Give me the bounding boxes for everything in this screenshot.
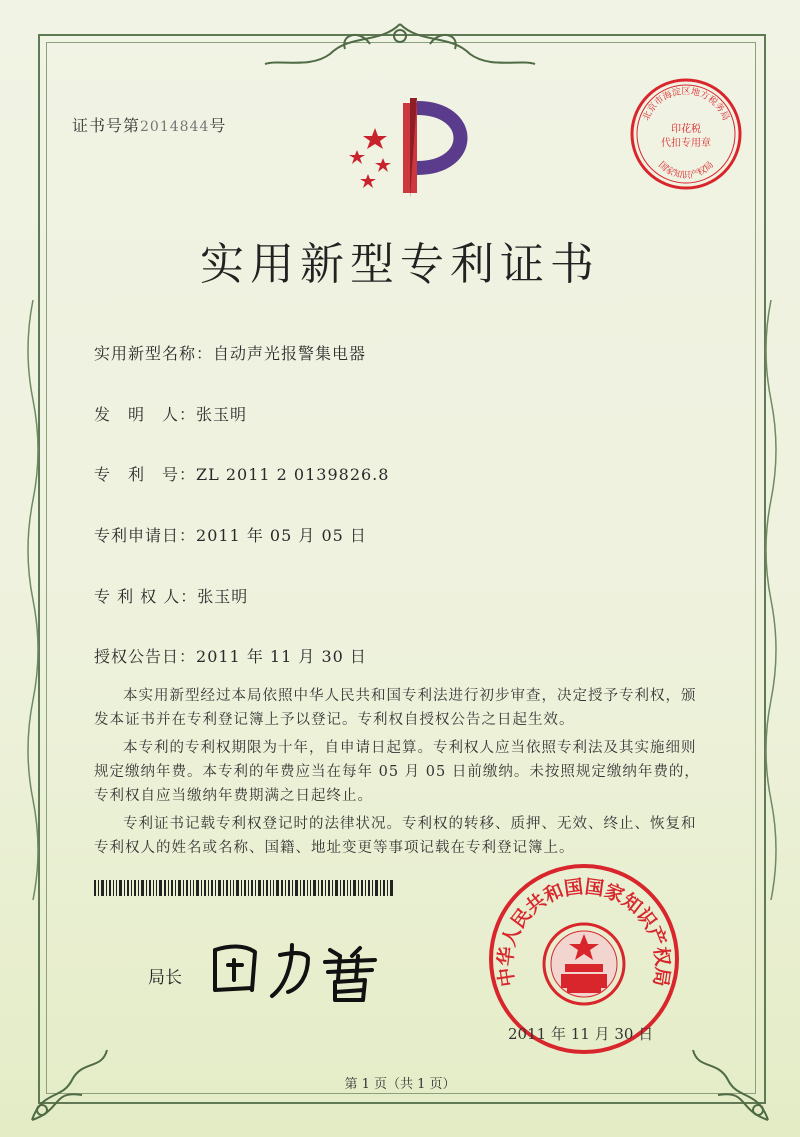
certificate-number-suffix: 号 [209,116,227,135]
body-paragraph: 专利证书记载专利权登记时的法律状况。专利权的转移、质押、无效、终止、恢复和专利权人的姓名或名称、国籍、地址变更等事项记载在专利登记簿上。 [94,816,697,856]
left-border-ornament [20,300,46,900]
certificate-title: 实用新型专利证书 [200,239,600,290]
top-ornament [260,14,540,74]
tax-stamp-seal [628,76,744,192]
commissioner-label: 局长 [148,968,182,988]
field-value: ZL 2011 2 0139826.8 [196,465,390,484]
field-label: 授权公告日： [94,647,197,666]
tax-seal-ring-text: 北京市海淀区地方税务局 [641,87,731,123]
field-label: 专 利 号： [94,465,197,484]
field-label: 发 明 人： [94,405,197,424]
field-label: 实用新型名称： [94,344,214,363]
certificate-number-value: 2014844 [140,119,210,135]
page-footer: 第 1 页（共 1 页） [344,1077,456,1092]
field-value: 张玉明 [197,587,249,606]
certificate-body [94,684,706,864]
seal-date: 2011 年 11 月 30 日 [508,1025,654,1043]
field-value: 自动声光报警集电器 [213,344,367,363]
field-label: 专利申请日： [94,526,197,545]
field-patentee [94,584,248,607]
national-emblem-icon [544,924,624,1004]
field-patent-number [94,462,389,485]
tax-seal-bottom-text: 国家知识产权局 [656,160,716,181]
body-paragraph: 本专利的专利权期限为十年，自申请日起算。专利权人应当依照专利法及其实施细则规定缴纳年费。本专利的年费应当在每年 05 月 05 日前缴纳。未按照规定缴纳年费的，专利权自应当缴纳年费期满之日起终止。 [94,740,700,804]
field-grant-date [94,644,367,667]
tax-seal-center-text-2: 代扣专用章 [661,138,711,149]
field-value: 张玉明 [196,405,248,424]
field-application-date [94,523,367,546]
tax-seal-center-text: 印花税 [671,124,701,135]
body-paragraph: 本实用新型经过本局依照中华人民共和国专利法进行初步审查，决定授予专利权，颁发本证书并在专利登记簿上予以登记。专利权自授权公告之日起生效。 [94,688,697,728]
certificate-number [72,113,226,136]
big-seal-ring-text: 中华人民共和国国家知识产权局 [494,875,674,988]
field-label: 专 利 权 人： [94,587,198,606]
field-inventor [94,402,247,425]
certificate-number-label: 证书号第 [72,116,141,135]
field-value: 2011 年 11 月 30 日 [196,647,367,666]
field-utility-model-name [94,341,366,364]
right-border-ornament [758,300,784,900]
field-value: 2011 年 05 月 05 日 [196,526,367,545]
commissioner-signature [200,930,400,1005]
barcode [94,880,394,896]
cnipa-logo [335,98,485,208]
